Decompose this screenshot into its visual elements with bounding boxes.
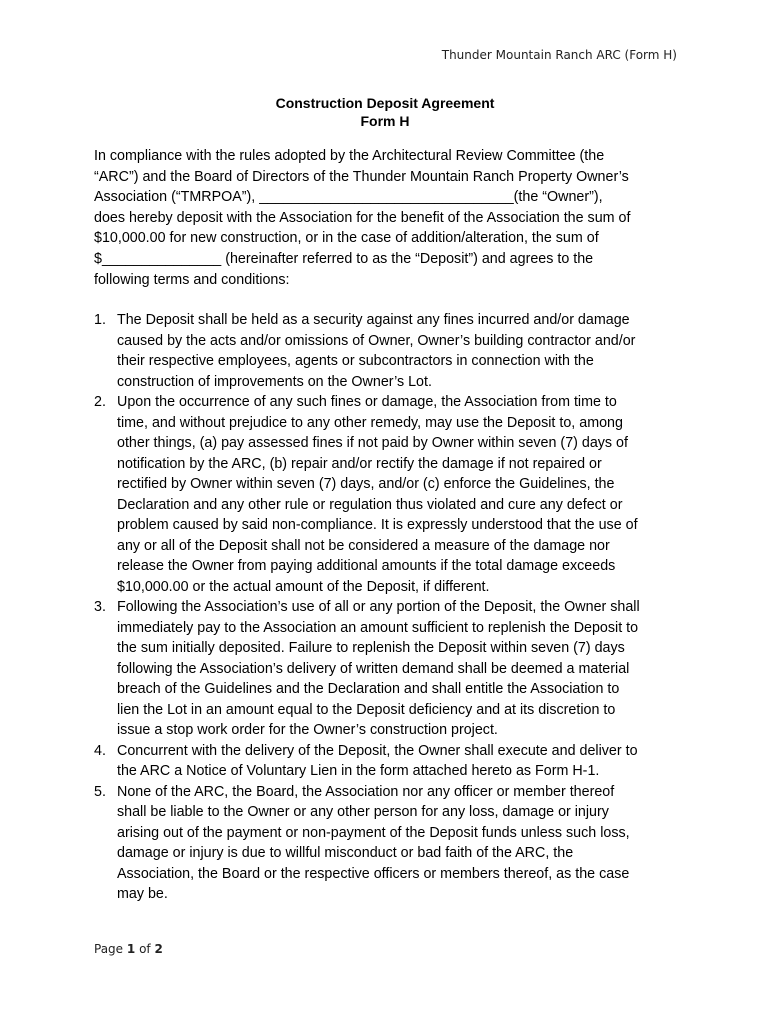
term-number: 5.: [94, 783, 106, 800]
title-line-2: Form H: [360, 113, 410, 129]
term-line: damage or injury is due to willful misconduct or bad faith of the ARC, the: [117, 845, 574, 861]
term-line: Association, the Board or the respective officers or members thereof, as the case: [117, 865, 630, 882]
term-line: shall be liable to the Owner or any other person for any loss, damage or injury: [117, 804, 609, 820]
term-item-2: [94, 392, 684, 597]
term-number: 3.: [94, 599, 106, 615]
intro-line: following terms and conditions:: [94, 271, 290, 288]
term-line: their respective employees, agents or subcontractors in connection with the: [117, 353, 594, 369]
term-line: notification by the ARC, (b) repair and/or rectify the damage if not repaired or: [117, 455, 602, 472]
term-line: any or all of the Deposit shall not be considered a measure of the damage nor: [117, 537, 610, 554]
page-footer: [94, 942, 163, 956]
term-number: 2.: [94, 394, 106, 410]
intro-line: $10,000.00 for new construction, or in the case of addition/alteration, the sum of: [94, 230, 599, 247]
term-line: arising out of the payment or non-payment of the Deposit funds unless such loss,: [117, 824, 630, 841]
term-line: Concurrent with the delivery of the Deposit, the Owner shall execute and deliver to: [117, 742, 638, 759]
term-item-3: [94, 597, 684, 741]
term-item-1: [94, 310, 684, 392]
term-line: release the Owner from paying additional amounts if the total damage exceeds: [117, 558, 616, 574]
term-line: breach of the Guidelines and the Declaration and shall entitle the Association to: [117, 681, 620, 697]
term-line: The Deposit shall be held as a security against any fines incurred and/or damage: [117, 312, 630, 328]
term-line: issue a stop work order for the Owner’s construction project.: [117, 722, 498, 738]
intro-line: $_______________ (hereinafter referred to as the “Deposit”) and agrees to the: [94, 250, 594, 267]
term-line: other things, (a) pay assessed fines if not paid by Owner within seven (7) days of: [117, 435, 628, 451]
term-line: immediately pay to the Association an amount sufficient to replenish the Deposit to: [117, 619, 639, 636]
terms-list: [94, 310, 684, 905]
of-word: of: [139, 942, 151, 956]
intro-paragraph: [94, 146, 679, 290]
term-line: lien the Lot in an amount equal to the Deposit deficiency and at its discretion to: [117, 701, 616, 718]
term-line: Declaration and any other rule or regulation thus violated and cure any defect or: [117, 496, 623, 513]
term-line: the ARC a Notice of Voluntary Lien in the form attached hereto as Form H-1.: [117, 763, 600, 779]
intro-line: Association (“TMRPOA”), ________________________________(the “Owner”),: [94, 189, 603, 206]
term-item-5: [94, 782, 684, 905]
running-header: Thunder Mountain Ranch ARC (Form H): [441, 48, 677, 62]
term-line: rectified by Owner within seven (7) days, and/or (c) enforce the Guidelines, the: [117, 476, 615, 492]
term-line: None of the ARC, the Board, the Association nor any officer or member thereof: [117, 783, 615, 800]
intro-line: does hereby deposit with the Association for the benefit of the Association the sum of: [94, 209, 631, 226]
term-line: $10,000.00 or the actual amount of the Deposit, if different.: [117, 578, 490, 595]
title-line-1: Construction Deposit Agreement: [275, 95, 495, 111]
term-line: Following the Association’s use of all or any portion of the Deposit, the Owner shall: [117, 599, 640, 615]
term-line: Upon the occurrence of any such fines or damage, the Association from time to: [117, 394, 617, 410]
total-pages-number: 2: [154, 942, 163, 956]
page-word: Page: [94, 942, 124, 956]
term-line: time, and without prejudice to any other remedy, may use the Deposit to, among: [117, 414, 623, 431]
term-line: following the Association’s delivery of written demand shall be deemed a material: [117, 660, 630, 677]
intro-line: In compliance with the rules adopted by the Architectural Review Committee (the: [94, 148, 605, 164]
term-line: construction of improvements on the Owner’s Lot.: [117, 373, 432, 390]
term-number: 4.: [94, 742, 106, 759]
term-number: 1.: [94, 312, 106, 328]
term-item-4: [94, 741, 684, 782]
document-title: [0, 94, 770, 130]
current-page-number: 1: [126, 942, 136, 956]
term-line: may be.: [117, 886, 168, 902]
term-line: caused by the acts and/or omissions of Owner, Owner’s building contractor and/or: [117, 332, 636, 349]
term-line: the sum initially deposited. Failure to replenish the Deposit within seven (7) days: [117, 640, 625, 656]
intro-line: “ARC”) and the Board of Directors of the Thunder Mountain Ranch Property Owner’s: [94, 168, 629, 185]
term-line: problem caused by said non-compliance. It is expressly understood that the use of: [117, 517, 638, 533]
